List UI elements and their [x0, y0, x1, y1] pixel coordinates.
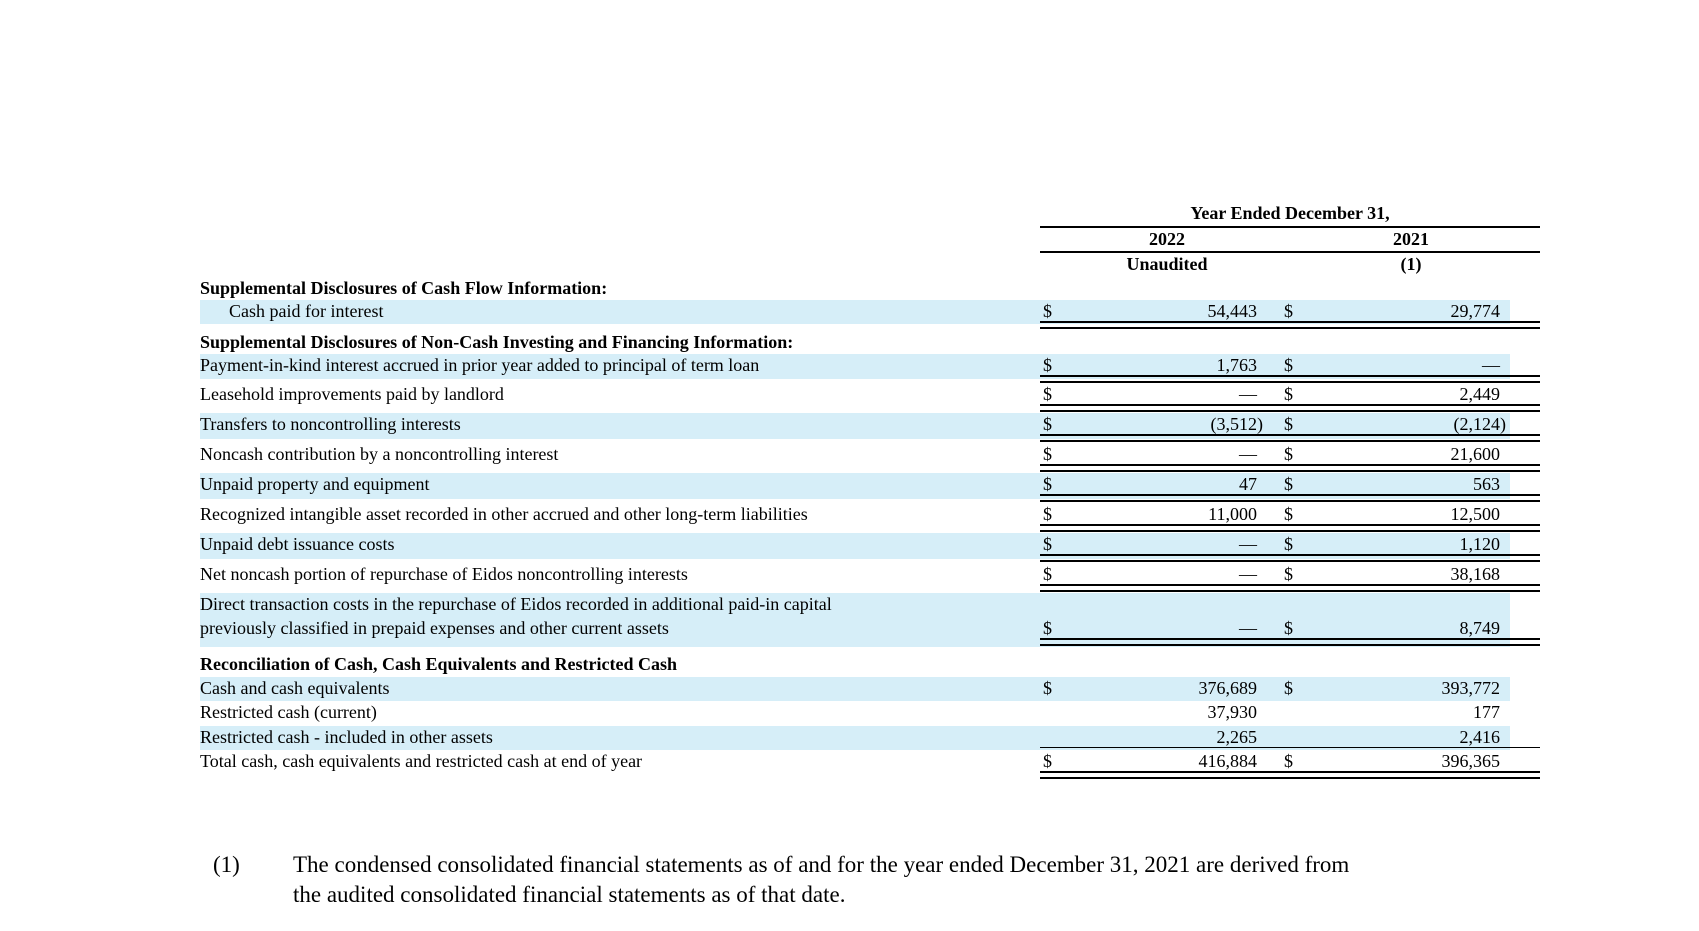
value-2022: 376,689	[1198, 678, 1257, 698]
currency-symbol: $	[1284, 301, 1293, 321]
double-underline	[1282, 554, 1540, 562]
section-heading: Reconciliation of Cash, Cash Equivalents and Restricted Cash	[200, 654, 678, 674]
value-2022: —	[1239, 384, 1257, 404]
row-label: Net noncash portion of repurchase of Eidos noncontrolling interests	[200, 564, 688, 584]
footnote-marker: (1)	[213, 852, 240, 877]
currency-symbol: $	[1284, 618, 1293, 638]
currency-symbol: $	[1043, 618, 1052, 638]
footnote-line-1: The condensed consolidated financial statements as of and for the year ended December 31, 2021 are derived from	[293, 852, 1350, 877]
double-underline	[1040, 404, 1294, 412]
row-label: Cash and cash equivalents	[200, 678, 390, 698]
double-underline	[1040, 464, 1294, 472]
currency-symbol: $	[1284, 534, 1293, 554]
row-label: Unpaid debt issuance costs	[200, 534, 395, 554]
row-label: Total cash, cash equivalents and restricted cash at end of year	[200, 751, 643, 771]
value-2021: 8,749	[1459, 618, 1500, 638]
value-2021: 1,120	[1459, 534, 1500, 554]
value-2021: 396,365	[1441, 751, 1500, 771]
currency-symbol: $	[1284, 355, 1293, 375]
value-2021: 2,416	[1459, 727, 1500, 747]
value-2022: 2,265	[1216, 727, 1257, 747]
row-label: Restricted cash (current)	[200, 702, 377, 722]
single-underline	[1040, 747, 1294, 748]
double-underline	[1282, 434, 1540, 442]
footnote-line-2: the audited consolidated financial statements as of that date.	[293, 882, 846, 907]
table-row	[0, 593, 1699, 647]
currency-symbol: $	[1284, 678, 1293, 698]
currency-symbol: $	[1284, 384, 1293, 404]
currency-symbol: $	[1284, 414, 1293, 434]
value-2021: —	[1482, 355, 1500, 375]
single-underline	[1282, 747, 1540, 748]
row-label: Restricted cash - included in other assets	[200, 727, 493, 747]
currency-symbol: $	[1043, 751, 1052, 771]
double-underline	[1282, 638, 1540, 646]
section-heading-row	[0, 277, 1699, 299]
col2-subheader: (1)	[1400, 254, 1422, 274]
row-label: Transfers to noncontrolling interests	[200, 414, 461, 434]
currency-symbol: $	[1043, 564, 1052, 584]
table-row	[0, 473, 1699, 499]
table-row	[0, 300, 1699, 324]
row-label: Unpaid property and equipment	[200, 474, 430, 494]
section-heading-row	[0, 653, 1699, 675]
table-row	[0, 503, 1699, 529]
double-underline	[1282, 494, 1540, 502]
value-2022: —	[1239, 444, 1257, 464]
value-2021: (2,124)	[1453, 414, 1506, 434]
section-heading: Supplemental Disclosures of Non-Cash Investing and Financing Information:	[200, 332, 794, 352]
period-header: Year Ended December 31,	[1190, 203, 1390, 223]
table-row	[0, 750, 1699, 775]
value-2021: 2,449	[1459, 384, 1500, 404]
double-underline	[1282, 524, 1540, 532]
double-underline	[1040, 375, 1294, 383]
section-heading-row	[0, 331, 1699, 353]
double-underline	[1282, 404, 1540, 412]
double-underline	[1040, 771, 1294, 779]
section-heading: Supplemental Disclosures of Cash Flow Information:	[200, 278, 608, 298]
value-2022: 11,000	[1208, 504, 1257, 524]
value-2021: 393,772	[1441, 678, 1500, 698]
currency-symbol: $	[1043, 414, 1052, 434]
value-2022: —	[1239, 618, 1257, 638]
double-underline	[1282, 375, 1540, 383]
value-2022: —	[1239, 534, 1257, 554]
row-shading	[200, 677, 1510, 701]
currency-symbol: $	[1284, 564, 1293, 584]
double-underline	[1282, 321, 1540, 329]
row-label: Noncash contribution by a noncontrolling interest	[200, 444, 559, 464]
table-row	[0, 354, 1699, 379]
currency-symbol: $	[1043, 504, 1052, 524]
row-label: Cash paid for interest	[229, 301, 384, 321]
double-underline	[1040, 554, 1294, 562]
double-underline	[1040, 524, 1294, 532]
row-label: Recognized intangible asset recorded in other accrued and other long-term liabilities	[200, 504, 808, 524]
currency-symbol: $	[1043, 474, 1052, 494]
currency-symbol: $	[1284, 751, 1293, 771]
value-2021: 177	[1473, 702, 1500, 722]
value-2022: 1,763	[1216, 355, 1257, 375]
table-row	[0, 701, 1699, 725]
value-2021: 38,168	[1450, 564, 1500, 584]
table-row	[0, 443, 1699, 469]
value-2021: 12,500	[1450, 504, 1500, 524]
row-label: Payment-in-kind interest accrued in prior year added to principal of term loan	[200, 355, 760, 375]
value-2022: (3,512)	[1210, 414, 1263, 434]
table-row	[0, 533, 1699, 559]
value-2022: 37,930	[1207, 702, 1257, 722]
value-2022: 416,884	[1198, 751, 1257, 771]
value-2021: 563	[1473, 474, 1500, 494]
currency-symbol: $	[1284, 504, 1293, 524]
row-label: Direct transaction costs in the repurchase of Eidos recorded in additional paid-in capital	[200, 594, 832, 614]
col1-subheader: Unaudited	[1126, 254, 1208, 274]
table-row	[0, 677, 1699, 701]
col2-year-header: 2021	[1393, 229, 1429, 249]
row-label: Leasehold improvements paid by landlord	[200, 384, 504, 404]
currency-symbol: $	[1043, 384, 1052, 404]
value-2021: 29,774	[1450, 301, 1500, 321]
currency-symbol: $	[1043, 355, 1052, 375]
double-underline	[1040, 434, 1294, 442]
table-row	[0, 726, 1699, 750]
table-row	[0, 383, 1699, 409]
table-row	[0, 563, 1699, 589]
double-underline	[1282, 464, 1540, 472]
value-2022: 47	[1239, 474, 1257, 494]
currency-symbol: $	[1043, 678, 1052, 698]
double-underline	[1282, 771, 1540, 779]
currency-symbol: $	[1043, 301, 1052, 321]
double-underline	[1040, 321, 1294, 329]
double-underline	[1282, 584, 1540, 592]
double-underline	[1040, 638, 1294, 646]
currency-symbol: $	[1284, 444, 1293, 464]
currency-symbol: $	[1284, 474, 1293, 494]
double-underline	[1040, 584, 1294, 592]
currency-symbol: $	[1043, 534, 1052, 554]
value-2022: 54,443	[1207, 301, 1257, 321]
value-2021: 21,600	[1450, 444, 1500, 464]
row-label-continued: previously classified in prepaid expenses and other current assets	[200, 618, 669, 638]
currency-symbol: $	[1043, 444, 1052, 464]
col1-year-header: 2022	[1149, 229, 1185, 249]
double-underline	[1040, 494, 1294, 502]
table-row	[0, 413, 1699, 439]
value-2022: —	[1239, 564, 1257, 584]
